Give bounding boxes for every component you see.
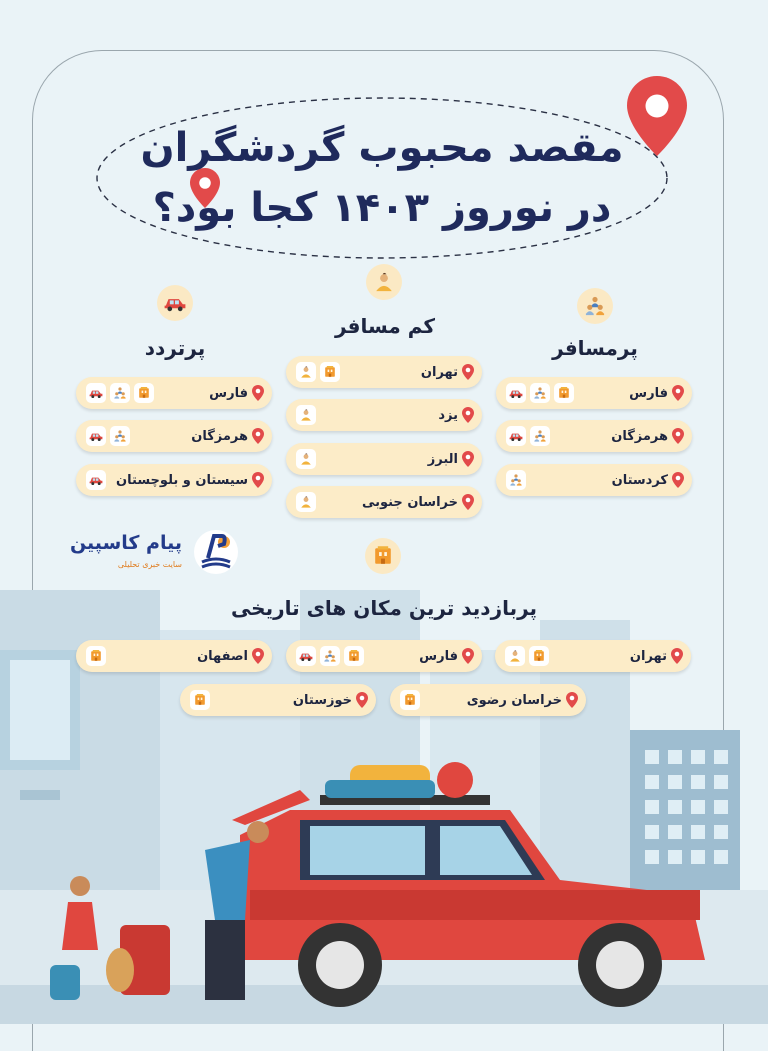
building-icon (190, 690, 210, 710)
logo-emblem-icon (192, 528, 240, 576)
building-icon (134, 383, 154, 403)
people-icon (320, 646, 340, 666)
item-label: کردستان (611, 472, 668, 488)
traffic-item (76, 420, 272, 452)
item-label: سیستان و بلوچستان (116, 472, 248, 488)
few-travelers-item (286, 399, 482, 431)
item-label: خراسان رضوی (466, 692, 562, 708)
person-icon (505, 646, 525, 666)
people-icon (530, 426, 550, 446)
people-icon (110, 383, 130, 403)
item-label: فارس (629, 385, 668, 401)
location-pin-icon (252, 472, 264, 488)
car-icon (86, 383, 106, 403)
few-travelers-item (286, 486, 482, 518)
location-pin-icon (252, 648, 264, 664)
few-travelers-heading: کم مسافر (334, 314, 436, 338)
traffic-heading: پرتردد (144, 336, 206, 360)
item-label: هرمزگان (191, 428, 248, 444)
crowded-heading: پرمسافر (552, 336, 638, 360)
location-pin-icon (462, 648, 474, 664)
historic-icon (365, 538, 401, 574)
traffic-icon (157, 285, 193, 321)
car-icon (506, 426, 526, 446)
people-icon (506, 470, 526, 490)
crowded-item (496, 420, 692, 452)
building-icon (320, 362, 340, 382)
location-pin-icon (356, 692, 368, 708)
person-icon (296, 405, 316, 425)
logo-subtitle: سایت خبری تحلیلی (117, 560, 182, 569)
location-pin-icon (672, 472, 684, 488)
building-icon (529, 646, 549, 666)
few-travelers-item (286, 443, 482, 475)
location-pin-icon (252, 428, 264, 444)
car-icon (296, 646, 316, 666)
location-pin-icon (566, 692, 578, 708)
car-icon (506, 383, 526, 403)
few-travelers-item (286, 356, 482, 388)
location-pin-icon (672, 385, 684, 401)
historic-heading: پربازدید ترین مکان های تاریخی (230, 596, 538, 620)
building-icon (344, 646, 364, 666)
item-label: فارس (209, 385, 248, 401)
people-icon (110, 426, 130, 446)
brand-logo (60, 528, 240, 578)
item-label: خراسان جنوبی (361, 494, 458, 510)
traffic-item (76, 377, 272, 409)
building-icon (554, 383, 574, 403)
historic-item (495, 640, 691, 672)
location-pin-icon (462, 364, 474, 380)
location-pin-icon (252, 385, 264, 401)
person-icon (296, 362, 316, 382)
item-label: تهران (420, 364, 458, 380)
traffic-item (76, 464, 272, 496)
item-label: اصفهان (197, 648, 248, 664)
car-icon (86, 470, 106, 490)
title-block (82, 80, 682, 270)
historic-item (390, 684, 586, 716)
location-pin-icon (462, 494, 474, 510)
location-pin-icon (672, 428, 684, 444)
person-icon (296, 449, 316, 469)
location-pin-icon (462, 451, 474, 467)
item-label: فارس (419, 648, 458, 664)
item-label: تهران (629, 648, 667, 664)
crowded-item (496, 377, 692, 409)
people-icon (530, 383, 550, 403)
item-label: یزد (438, 407, 458, 423)
crowded-item (496, 464, 692, 496)
few-travelers-icon (366, 264, 402, 300)
logo-name: پیام کاسپین (69, 532, 182, 554)
location-pin-icon (671, 648, 683, 664)
person-icon (296, 492, 316, 512)
title-dashed-loop (82, 80, 682, 270)
title-line-1: مقصد محبوب گردشگران (140, 125, 624, 171)
location-pin-icon (462, 407, 474, 423)
building-icon (400, 690, 420, 710)
title-line-2: در نوروز ۱۴۰۳ کجا بود؟ (152, 185, 612, 231)
car-icon (86, 426, 106, 446)
historic-item (76, 640, 272, 672)
item-label: خوزستان (292, 692, 352, 708)
building-icon (86, 646, 106, 666)
historic-item (286, 640, 482, 672)
item-label: البرز (427, 451, 458, 467)
item-label: هرمزگان (611, 428, 668, 444)
historic-item (180, 684, 376, 716)
crowded-icon (577, 288, 613, 324)
